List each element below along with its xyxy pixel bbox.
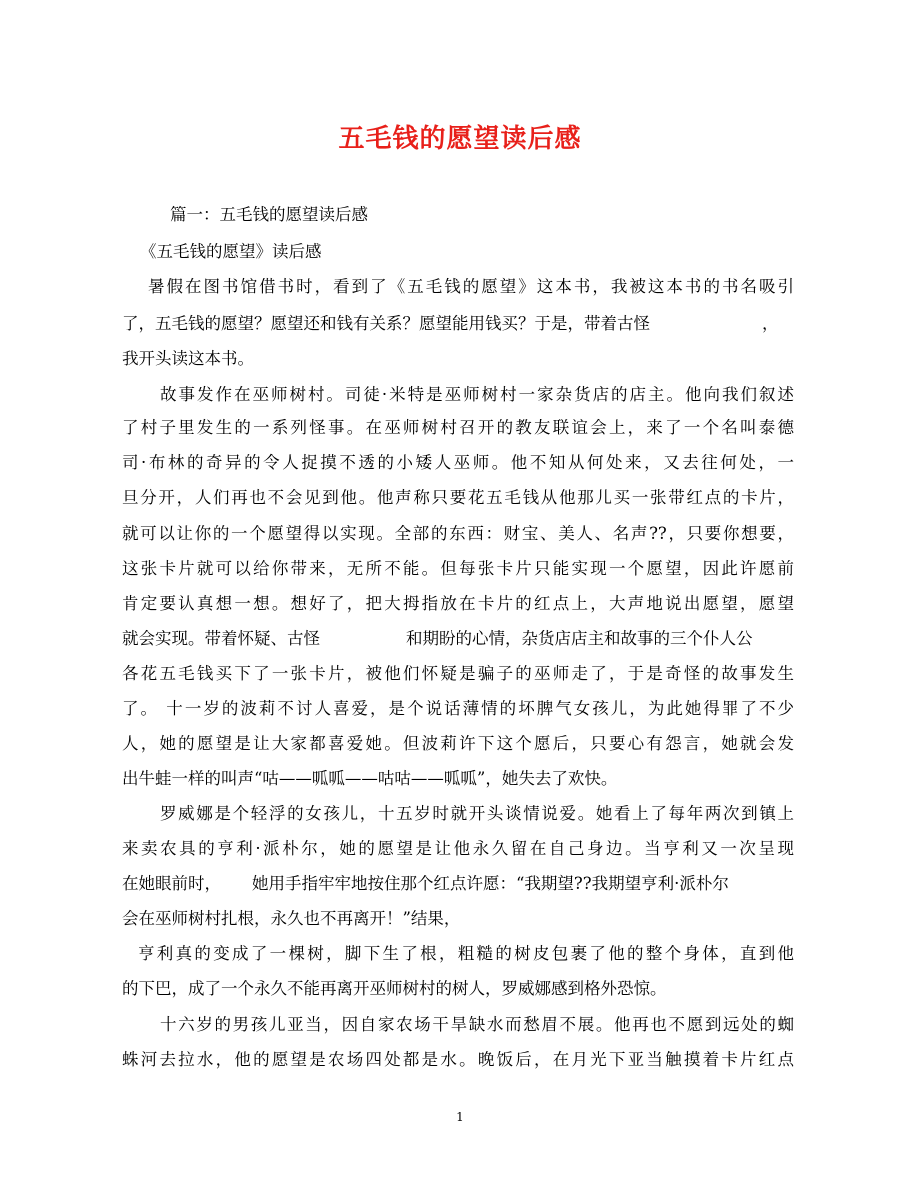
paragraph-line: 各花五毛钱买下了一张卡片，被他们怀疑是骗子的巫师走了，于是奇怪的故事发生 [122,664,794,683]
paragraph-line: 了村子里发生的一系列怪事。在巫师树村召开的教友联谊会上，来了一个名叫泰德 [122,418,794,437]
paragraph-line: 来卖农具的亨利·派朴尔，她的愿望是让他永久留在自己身边。当亨利又一次呈现 [122,839,794,858]
paragraph-line: 亨利真的变成了一棵树，脚下生了根，粗糙的树皮包裹了他的整个身体，直到他 [138,944,794,963]
paragraph-line: 旦分开，人们再也不会见到他。他声称只要花五毛钱从他那儿买一张带红点的卡片， [122,488,794,507]
paragraph-line: 了。 十一岁的波莉不讨人喜爱，是个说话薄情的坏脾气女孩儿，为此她得罪了不少 [122,699,794,718]
paragraph-line: 就可以让你的一个愿望得以实现。全部的东西：财宝、美人、名声??，只要你想要， [122,524,794,543]
paragraph-line: 的下巴，成了一个永久不能再离开巫师树村的树人，罗威娜感到格外恐惊。 [122,979,667,998]
paragraph-line: 会在巫师树村扎根，永久也不再离开！”结果， [122,909,461,928]
paragraph-line: 出牛蛙一样的叫声“咕——呱呱——咕咕——呱呱”，她失去了欢快。 [122,769,618,788]
paragraph-line: 了，五毛钱的愿望？愿望还和钱有关系？愿望能用钱买？于是，带着古怪 [122,314,650,333]
paragraph-line: 蛛河去拉水，他的愿望是农场四处都是水。晚饭后，在月光下亚当触摸着卡片红点 [122,1050,794,1069]
paragraph-line: 和期盼的心情，杂货店店主和故事的三个仆人公 [406,629,753,648]
paragraph-line: 人，她的愿望是让大家都喜爱她。但波莉许下这个愿后，只要心有怨言，她就会发 [122,734,794,753]
section-heading: 篇一：五毛钱的愿望读后感 [170,205,368,224]
paragraph-line: 司·布林的奇异的令人捉摸不透的小矮人巫师。他不知从何处来，又去往何处，一 [122,453,794,472]
paragraph-line: 在她眼前时， [122,874,221,893]
paragraph-line: ， [762,314,779,333]
book-title-line: 《五毛钱的愿望》读后感 [140,242,322,261]
paragraph-line: 肯定要认真想一想。想好了，把大拇指放在卡片的红点上，大声地说出愿望，愿望 [122,594,794,613]
paragraph-line: 暑假在图书馆借书时，看到了《五毛钱的愿望》这本书，我被这本书的书名吸引 [148,277,794,296]
paragraph-line: 故事发作在巫师树村。司徒·米特是巫师树村一家杂货店的店主。他向我们叙述 [160,385,794,404]
paragraph-line: 她用手指牢牢地按住那个红点许愿：“我期望??我期望亨利·派朴尔 [252,874,729,893]
page-number: 1 [456,1110,464,1124]
paragraph-line: 我开头读这本书。 [122,349,254,368]
paragraph-line: 这张卡片就可以给你带来，无所不能。但每张卡片只能实现一个愿望，因此许愿前 [122,559,794,578]
paragraph-line: 就会实现。带着怀疑、古怪 [122,629,320,648]
paragraph-line: 罗威娜是个轻浮的女孩儿，十五岁时就开头谈情说爱。她看上了每年两次到镇上 [160,804,794,823]
document-title: 五毛钱的愿望读后感 [338,124,582,154]
paragraph-line: 十六岁的男孩儿亚当，因自家农场干旱缺水而愁眉不展。他再也不愿到远处的蜘 [160,1015,794,1034]
